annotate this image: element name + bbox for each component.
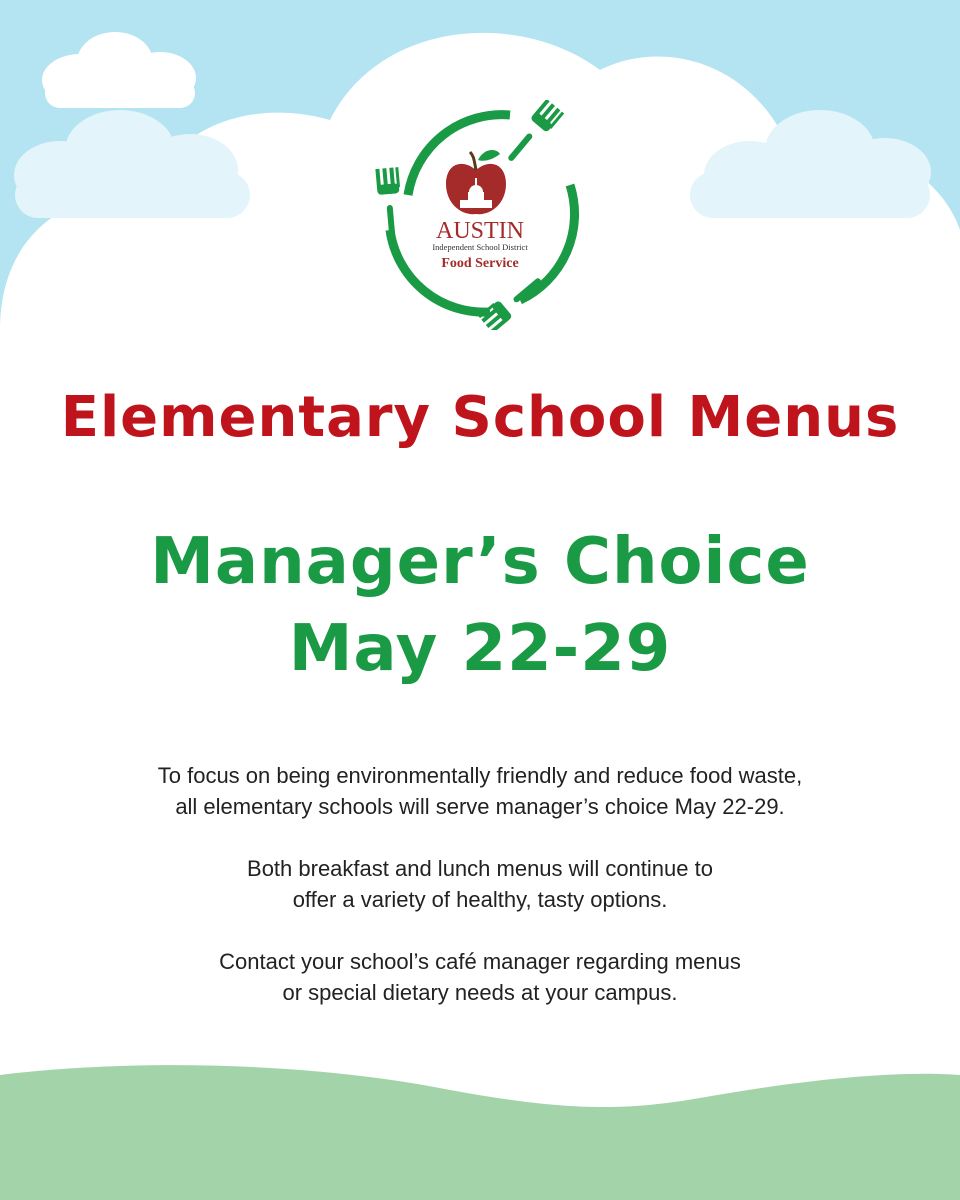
fork-icon	[478, 270, 547, 330]
logo-district: Independent School District	[432, 242, 528, 252]
fork-icon	[501, 100, 564, 168]
paragraph-line: offer a variety of healthy, tasty options.	[292, 887, 668, 912]
fork-icon	[375, 167, 404, 240]
paragraph-menus	[60, 853, 900, 915]
logo-brand: AUSTIN	[436, 218, 524, 244]
paragraph-line: Contact your school’s café manager regarding menus	[219, 949, 741, 974]
page-title: Elementary School Menus	[60, 385, 900, 450]
logo-service: Food Service	[441, 256, 519, 271]
apple-icon	[446, 150, 506, 214]
subtitle-managers-choice: Manager’s Choice	[150, 525, 810, 599]
paragraph-line: or special dietary needs at your campus.	[282, 980, 678, 1005]
austin-isd-food-service-logo	[370, 100, 590, 330]
paragraph-line: To focus on being environmentally friendly and reduce food waste,	[157, 763, 803, 788]
paragraph-environment	[60, 760, 900, 822]
paragraph-line: all elementary schools will serve manager’s choice May 22-29.	[175, 794, 785, 819]
paragraph-contact	[60, 946, 900, 1008]
subtitle-date-range: May 22-29	[288, 612, 672, 686]
paragraph-line: Both breakfast and lunch menus will continue to	[247, 856, 713, 881]
